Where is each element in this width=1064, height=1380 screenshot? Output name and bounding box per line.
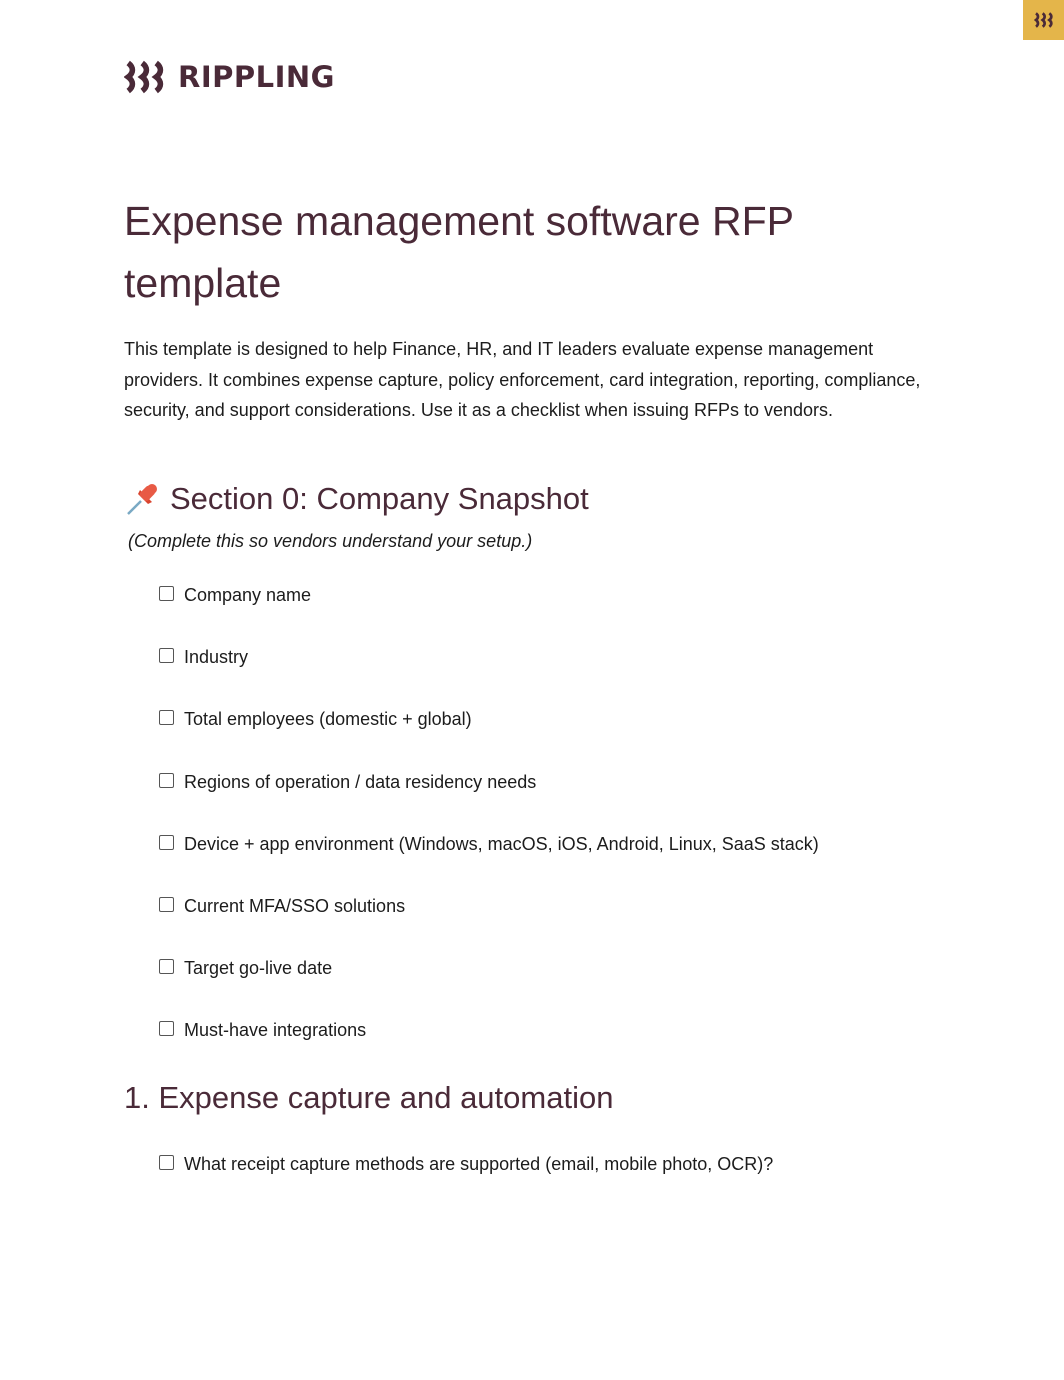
checkbox[interactable] xyxy=(159,773,174,788)
checklist-label: What receipt capture methods are supported (email, mobile photo, OCR)? xyxy=(184,1154,774,1174)
rippling-mark-icon xyxy=(124,60,166,94)
checklist-item xyxy=(159,767,819,829)
checkbox[interactable] xyxy=(159,959,174,974)
checklist-label: Target go-live date xyxy=(184,958,333,979)
section-0-heading xyxy=(124,480,589,518)
checklist-label: Total employees (domestic + global) xyxy=(184,709,472,730)
checklist-item xyxy=(159,704,819,766)
checklist-item xyxy=(159,891,819,953)
checklist-item xyxy=(159,1015,819,1077)
checklist-label: Must-have integrations xyxy=(184,1020,367,1041)
checkbox[interactable] xyxy=(159,586,174,601)
checklist-item xyxy=(159,1149,773,1211)
checkbox[interactable] xyxy=(159,1021,174,1036)
checkbox[interactable] xyxy=(159,835,174,850)
pushpin-icon xyxy=(124,480,162,518)
rippling-logo xyxy=(124,60,335,94)
section-1-heading: 1. Expense capture and automation xyxy=(124,1080,614,1115)
checklist-label: Company name xyxy=(184,585,312,605)
checklist-item xyxy=(159,642,819,704)
page-title: Expense management software RFP template xyxy=(124,198,794,306)
intro-paragraph: This template is designed to help Finance, HR, and IT leaders evaluate expense management providers. It combines expense capture, policy enforcement, card integration, reporting, compliance, security, and support considerations. Use it as a checklist when issuing RFPs to vendors. xyxy=(124,339,921,420)
rippling-corner-badge xyxy=(1023,0,1064,40)
checklist-item xyxy=(159,953,819,1015)
checkbox[interactable] xyxy=(159,710,174,725)
section-0-subtitle: (Complete this so vendors understand your setup.) xyxy=(128,531,533,551)
section-0-checklist xyxy=(159,580,819,1078)
checkbox[interactable] xyxy=(159,1155,174,1170)
checklist-item xyxy=(159,829,819,891)
checklist-label: Regions of operation / data residency needs xyxy=(184,771,537,792)
section-0-title: Section 0: Company Snapshot xyxy=(170,481,589,516)
checklist-item xyxy=(159,580,819,642)
rippling-mark-icon xyxy=(1034,12,1054,28)
section-1-checklist xyxy=(159,1149,773,1211)
logo-text: RIPPLING xyxy=(178,60,335,94)
checklist-label: Device + app environment (Windows, macOS, iOS, Android, Linux, SaaS stack) xyxy=(184,833,819,854)
checklist-label: Current MFA/SSO solutions xyxy=(184,895,406,916)
checkbox[interactable] xyxy=(159,648,174,663)
checkbox[interactable] xyxy=(159,897,174,912)
checklist-label: Industry xyxy=(184,647,249,668)
